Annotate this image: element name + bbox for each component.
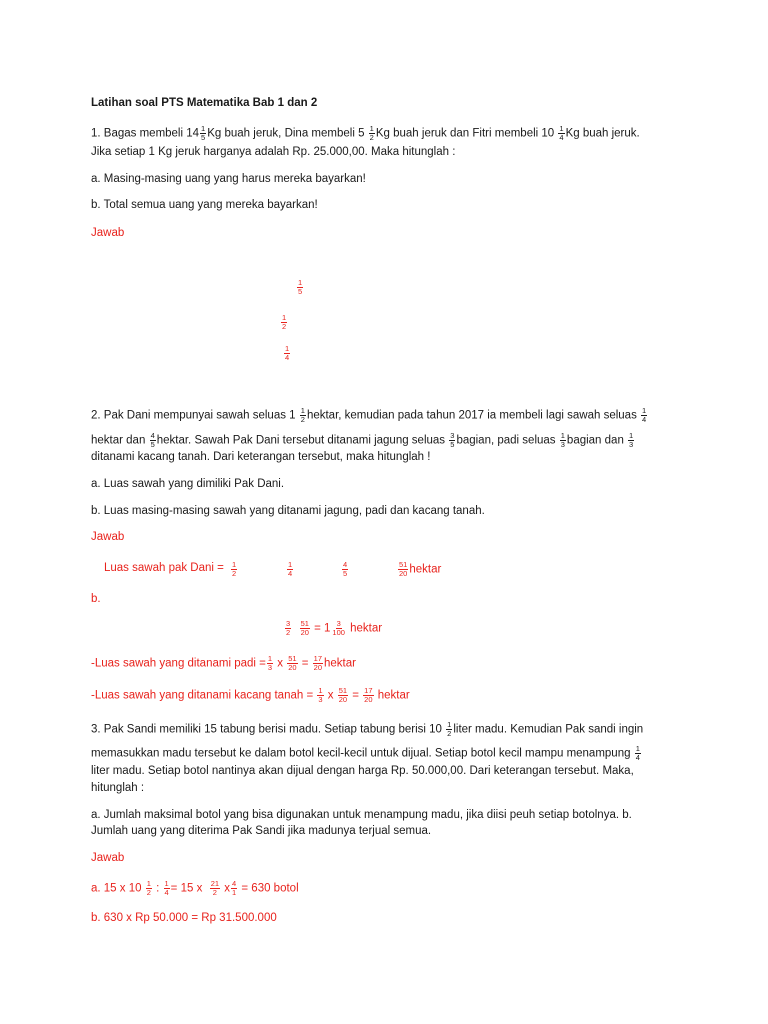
- q1-answer-fraction: $\frac{1}{2}$: [282, 313, 287, 331]
- fraction: $\frac{3}{5}$: [450, 431, 455, 449]
- q2-text: bagian dan: [566, 434, 624, 447]
- q3-part-a-line-1: a. Jumlah maksimal botol yang bisa digunakan untuk menampung madu, jika diisi peuh setiap botolnya. b.: [91, 809, 632, 821]
- q2-line-2: [91, 432, 635, 449]
- q1-jawab-label: Jawab: [91, 227, 125, 239]
- q3-line-1: 3. Pak Sandi memiliki 15 tabung berisi madu. Setiap tabung berisi 10 $\frac{1}{2}$ liter madu. Kemudian Pak sandi ingin: [91, 720, 644, 738]
- q2-part-a: a. Luas sawah yang dimiliki Pak Dani.: [91, 478, 285, 490]
- q2-answer-fraction: $\frac{1}{2}$: [232, 560, 237, 578]
- fraction: $\frac{1}{4}$: [559, 124, 564, 142]
- q2-jawab-label: Jawab: [91, 531, 125, 543]
- q2-answer-a-label: Luas sawah pak Dani =: [104, 562, 224, 574]
- q2-line-3: ditanami kacang tanah. Dari keterangan tersebut, maka hitunglah !: [91, 451, 431, 463]
- fraction: $\frac{4}{5}$: [150, 431, 155, 449]
- q2-answer-a-total: $\frac{51}{20}$ hektar: [399, 560, 442, 578]
- q2-line-1: [91, 407, 648, 424]
- q2-text: bagian, padi seluas: [456, 434, 556, 447]
- document-title: Latihan soal PTS Matematika Bab 1 dan 2: [91, 97, 318, 109]
- q1-answer-fraction: $\frac{1}{5}$: [298, 278, 303, 296]
- q2-text: 2. Pak Dani mempunyai sawah seluas 1: [91, 409, 296, 422]
- q1-part-b: b. Total semua uang yang mereka bayarkan!: [91, 199, 318, 211]
- q2-part-b: b. Luas masing-masing sawah yang ditanami jagung, padi dan kacang tanah.: [91, 505, 485, 517]
- q2-answer-fraction: $\frac{1}{4}$: [288, 560, 293, 578]
- q2-answer-b-padi: -Luas sawah yang ditanami padi = $\frac{1}{3}$ x $\frac{51}{20}$ = $\frac{17}{20}$ hektar: [91, 654, 356, 672]
- fraction: $\frac{1}{4}$: [635, 744, 640, 762]
- q2-text: hektar dan: [91, 434, 146, 447]
- q1-text: 1. Bagas membeli 14: [91, 127, 200, 140]
- fraction: $\frac{1}{3}$: [629, 431, 634, 449]
- q2-text: hektar, kemudian pada tahun 2017 ia membeli lagi sawah seluas: [306, 409, 637, 422]
- q2-answer-fraction: $\frac{4}{5}$: [343, 560, 348, 578]
- fraction: $\frac{1}{2}$: [447, 720, 452, 738]
- fraction: $\frac{1}{4}$: [642, 406, 647, 424]
- q3-line-4: hitunglah :: [91, 782, 145, 794]
- q3-line-3: liter madu. Setiap botol nantinya akan dijual dengan harga Rp. 50.000,00. Dari keterangan tersebut. Maka,: [91, 765, 634, 777]
- q3-jawab-label: Jawab: [91, 852, 125, 864]
- q1-line-1: [91, 125, 640, 142]
- q3-answer-a: a. 15 x 10 $\frac{1}{2}$ : $\frac{1}{4}$ = 15 x $\frac{21}{2}$ x $\frac{4}{1}$ = 630 botol: [91, 879, 299, 897]
- fraction: $\frac{1}{5}$: [201, 124, 206, 142]
- q3-answer-b: b. 630 x Rp 50.000 = Rp 31.500.000: [91, 912, 277, 924]
- q1-text: Kg buah jeruk, Dina membeli 5: [207, 127, 365, 140]
- q3-line-2: memasukkan madu tersebut ke dalam botol kecil-kecil untuk dijual. Setiap botol kecil mampu menampung $\frac{1}{4}$: [91, 744, 640, 762]
- fraction: $\frac{1}{2}$: [300, 406, 305, 424]
- fraction: $\frac{1}{2}$: [369, 124, 374, 142]
- q1-answer-fraction: $\frac{1}{4}$: [285, 344, 290, 362]
- q2-part-b-label: b.: [91, 593, 101, 605]
- q2-answer-b-kacang: -Luas sawah yang ditanami kacang tanah = $\frac{1}{3}$ x $\frac{51}{20}$ = $\frac{17}{20}$ hektar: [91, 686, 410, 704]
- q2-answer-b-jagung: $\frac{3}{2}$ $\frac{51}{20}$ = 1 $\frac{3}{100}$ hektar: [286, 619, 383, 637]
- q1-text: Kg buah jeruk dan Fitri membeli 10: [375, 127, 555, 140]
- q1-line-2: Jika setiap 1 Kg jeruk harganya adalah Rp. 25.000,00. Maka hitunglah :: [91, 146, 456, 158]
- fraction: $\frac{1}{3}$: [560, 431, 565, 449]
- q3-part-a-line-2: Jumlah uang yang diterima Pak Sandi jika madunya terjual semua.: [91, 825, 432, 837]
- q2-text: hektar. Sawah Pak Dani tersebut ditanami jagung seluas: [156, 434, 446, 447]
- q1-text: Kg buah jeruk.: [565, 127, 640, 140]
- q1-part-a: a. Masing-masing uang yang harus mereka bayarkan!: [91, 173, 366, 185]
